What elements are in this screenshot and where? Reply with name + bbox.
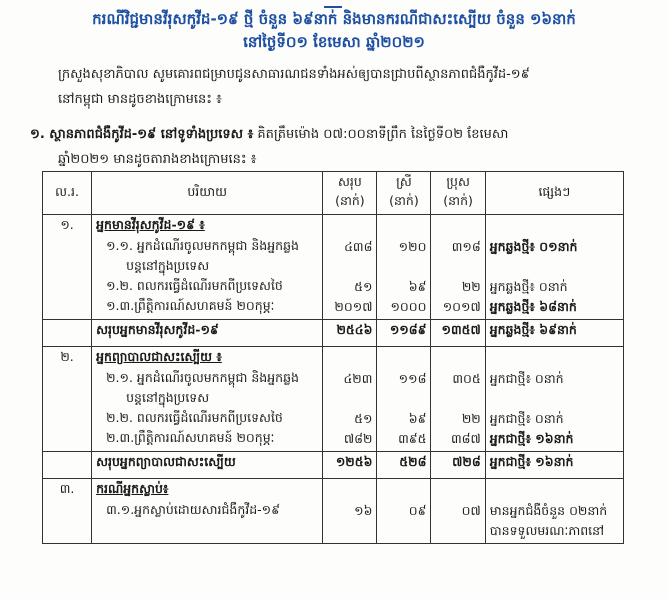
female-cell (377, 215, 431, 320)
header-description: បរិយាយ (92, 172, 323, 215)
item-female: ០៩ (408, 503, 427, 518)
section-1-line-2: ឆ្នាំ២០២១ មានដូចតារាងខាងក្រោមនេះ ៖ (58, 152, 257, 167)
item-total: ៥១ (354, 279, 373, 294)
table-row (43, 215, 624, 320)
item-female: ១០០០ (390, 299, 427, 314)
sum-label: សរុបអ្នកមានវីរុសកូវីដ-១៩ (92, 320, 323, 347)
item-female: ៦៩ (408, 411, 427, 426)
item-description: ៣.១.អ្នកស្លាប់ដោយសារជំងឺកូវីដ-១៩ (106, 502, 280, 517)
sum-total: ២៥៤៦ (323, 320, 377, 347)
item-male: ៣៨៧ (450, 431, 481, 446)
sum-total: ១២៥៦ (323, 452, 377, 479)
intro-line-2: នៅកម្ពុជា មានដូចខាងក្រោមនេះ ៖ (58, 92, 222, 107)
sum-female: ១១៨៩ (377, 320, 431, 347)
remark-cell (485, 215, 623, 320)
item-description-cont: បន្តនៅក្នុងប្រទេស (126, 390, 210, 405)
item-female: ៦៩ (408, 279, 427, 294)
item-female: ១១៨ (398, 371, 427, 386)
header-ornament (324, 0, 342, 8)
female-cell (377, 479, 431, 544)
item-total: ២០១៧ (334, 299, 373, 314)
male-cell (431, 215, 485, 320)
header-female: ស្រី (នាក់) (377, 172, 431, 215)
item-description: ២.៣.ព្រឹត្តិការណ៍សហគមន៍ ២០កុម្ភៈ (106, 430, 275, 445)
item-remark: អ្នកឆ្លងថ្មី៖ ០១នាក់ (489, 239, 578, 254)
item-total: ៤៣៨ (344, 239, 373, 254)
total-cell (323, 479, 377, 544)
section-1-title: ១. ស្ថានភាពជំងឺកូវីដ-១៩ នៅទូទាំងប្រទេស ៖ (30, 127, 254, 142)
sum-remark: អ្នកឆ្លងថ្មី៖ ៦៩នាក់ (485, 320, 623, 347)
sum-male: ១៣៥៧ (431, 320, 485, 347)
covid-status-table (42, 171, 624, 544)
item-remark: មានអ្នកជំងឺចំនួន ០២នាក់ (489, 503, 608, 518)
table-header-row (43, 172, 624, 215)
item-male: ១០១៧ (442, 299, 481, 314)
section-number: ១. (43, 215, 92, 320)
table-row (43, 479, 624, 544)
sum-female: ៥២៨ (377, 452, 431, 479)
item-female: ៣៩៥ (398, 431, 427, 446)
item-total: ៥១ (354, 411, 373, 426)
intro-line-1: ក្រសួងសុខាភិបាល សូមគោរពជម្រាបជូនសាធារណជនទាំងអស់ឲ្យបានជ្រាបពីស្ថានភាពជំងឺកូវីដ-១៩ (58, 67, 530, 82)
item-description: ១.១. អ្នកដំណើរចូលមកកម្ពុជា និងអ្នកឆ្លង (106, 238, 299, 253)
item-description: ២.១. អ្នកដំណើរចូលមកកម្ពុជា និងអ្នកឆ្លង (106, 370, 299, 385)
item-male: ៣១៨ (451, 239, 481, 254)
sum-label: សរុបអ្នកព្យាបាលជាសះស្បើយ (92, 452, 323, 479)
item-male: ០៧ (461, 503, 481, 518)
sum-remark: អ្នកជាថ្មី៖ ១៦នាក់ (485, 452, 623, 479)
female-cell (377, 347, 431, 452)
header-total: សរុប (នាក់) (323, 172, 377, 215)
table-row (43, 347, 624, 452)
total-cell (323, 347, 377, 452)
section-title: អ្នកព្យាបាលជាសះស្បើយ ៖ (96, 349, 222, 364)
item-description: ១.២. ពលករធ្វើដំណើរមកពីប្រទេសថៃ (106, 278, 283, 293)
section-cell (92, 215, 323, 320)
male-cell (431, 479, 485, 544)
item-remark: អ្នកឆ្លងថ្មី៖ ០នាក់ (489, 279, 568, 294)
item-remark: អ្នកជាថ្មី៖ ០នាក់ (489, 371, 564, 386)
section-number: ៣. (43, 479, 92, 544)
headline-date: នៅថ្ងៃទី០១ ខែមេសា ឆ្នាំ២០២១ (243, 33, 425, 51)
header-no: ល.រ. (43, 172, 92, 215)
section-1-text: គិតត្រឹមម៉ោង ០៧:០០នាទីព្រឹក នៃថ្ងៃទី០២ ខែមេសា (253, 127, 509, 142)
item-male: ៣០៥ (452, 371, 481, 386)
section-sum-row (43, 320, 624, 347)
item-remark-cont: បានទទួលមរណៈភាពនៅ (489, 523, 605, 538)
section-number: ២. (43, 347, 92, 452)
section-cell (92, 347, 323, 452)
item-male: ២២ (461, 279, 481, 294)
item-female: ១២០ (398, 239, 427, 254)
item-remark: អ្នកឆ្លងថ្មី៖ ៦៨នាក់ (489, 299, 577, 314)
item-description: ១.៣.ព្រឹត្តិការណ៍សហគមន៍ ២០កុម្ភៈ (106, 298, 275, 313)
item-remark: អ្នកជាថ្មី៖ ១៦នាក់ (489, 431, 574, 446)
section-sum-row (43, 452, 624, 479)
headline: ករណីវិជ្ជមានវីរុសកូវីដ-១៩ ថ្មី ចំនួន ៦៩នាក់ និងមានករណីជាសះស្បើយ ចំនួន ១៦នាក់ (92, 10, 576, 28)
header-male: ប្រុស (នាក់) (431, 172, 485, 215)
item-male: ២២ (461, 411, 481, 426)
total-cell (323, 215, 377, 320)
section-cell (92, 479, 323, 544)
item-total: ៧៨២ (343, 431, 373, 446)
item-total: ១៦ (354, 503, 373, 518)
item-total: ៤២៣ (343, 371, 373, 386)
item-remark: អ្នកជាថ្មី៖ ០នាក់ (489, 411, 564, 426)
sum-male: ៧២៨ (431, 452, 485, 479)
male-cell (431, 347, 485, 452)
section-title: ករណីអ្នកស្លាប់៖ (96, 481, 169, 496)
item-description: ២.២. ពលករធ្វើដំណើរមកពីប្រទេសថៃ (106, 410, 283, 425)
remark-cell (485, 479, 623, 544)
section-1-heading (30, 126, 508, 145)
section-title: អ្នកមានវីរុសកូវីដ-១៩ ៖ (96, 217, 205, 232)
remark-cell (485, 347, 623, 452)
item-description-cont: បន្តនៅក្នុងប្រទេស (126, 258, 210, 273)
header-remark: ផ្សេងៗ (485, 172, 623, 215)
